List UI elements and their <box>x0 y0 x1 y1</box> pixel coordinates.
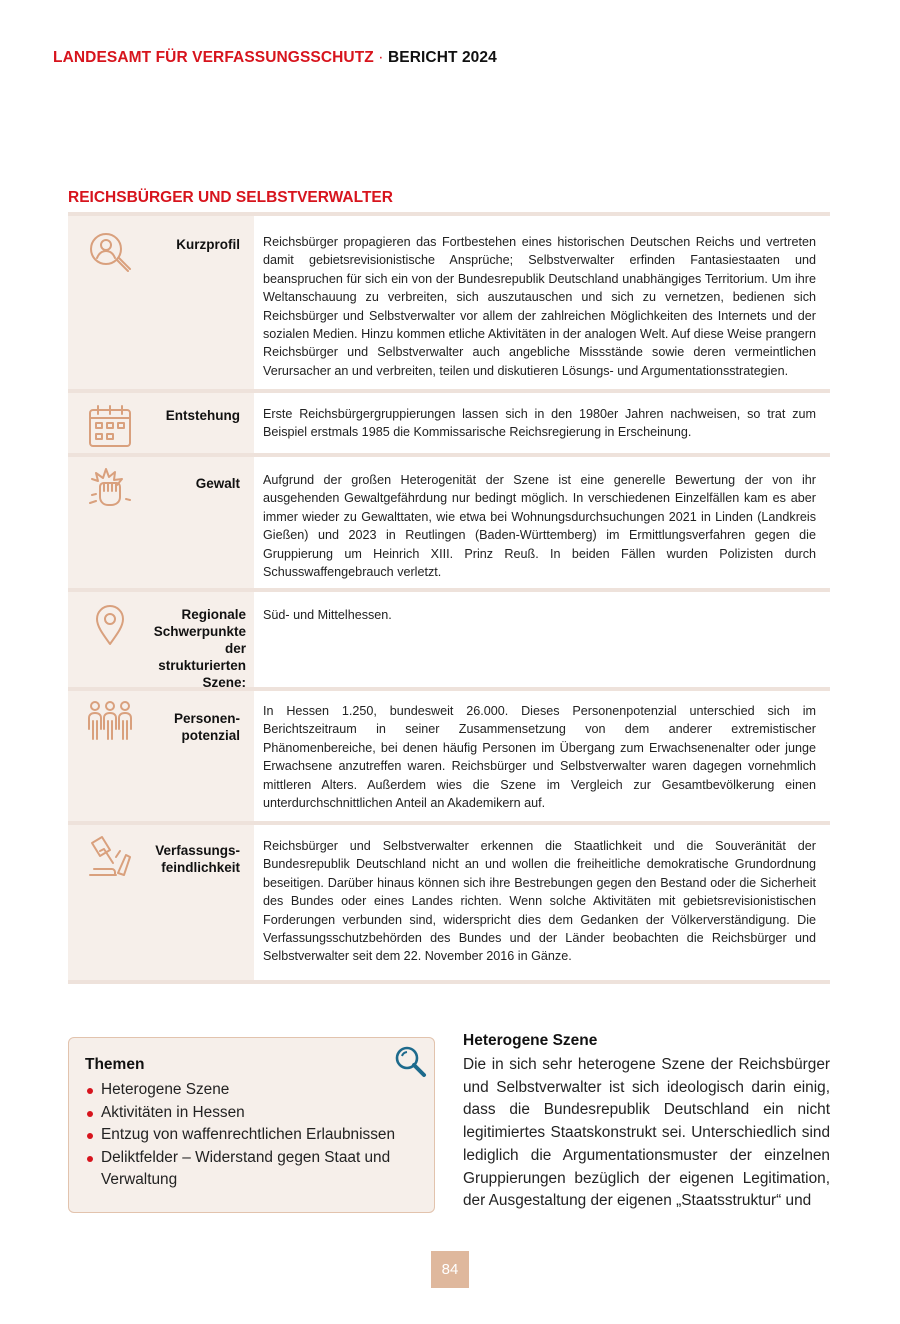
profile-text: In Hessen 1.250, bundesweit 26.000. Dieses Personenpotenzial unterschied sich im Berichtszeitraum in seiner Zusammensetzung von dem anderer extremistischer Phänomenbereiche, bei denen häufig Personen im Übergang zum Erwachsenenalter oder junge Erwachsene anzutreffen waren. Reichsbürger und Selbstverwalter waren dagegen vornehmlich mittleren Alters. Außerdem wies die Szene im Vergleich zur Gesamtbevölkerung einen unterdurchschnittlichen Anteil an Akademikern auf. <box>263 704 816 811</box>
profile-text: Reichsbürger propagieren das Fortbestehen eines historischen Deutschen Reichs und vertreten damit gebietsrevisionistische Ansprüche; Selbstverwalter erfinden Fantasiestaaten und beanspruchen für sich ein von der Bundesrepublik Deutschland unabhängiges Territorium. Um ihre Weltanschauung zu verbreiten, sich auszutauschen und sich zu vernetzen, bedienen sich Reichsbürger und Selbstverwalter vor allem der zahlreichen Möglichkeiten des Internets und der sozialen Medien. Hinzu kommen etliche Aktivitäten in der analogen Welt. Auf diese Weise prangern Reichsbürger und Selbstverwalter auch angebliche Missstände sowie deren vermeintlichen Verursacher an und verbreiten, teilen und diskutieren Lösungs- und Argumentationsstrategien. <box>263 235 816 378</box>
profile-label: Verfassungs-feindlichkeit <box>155 843 240 875</box>
themen-list <box>85 1079 415 1192</box>
profile-label: Kurzprofil <box>176 237 240 252</box>
header-report: BERICHT 2024 <box>387 49 497 66</box>
profile-row-personenpotenzial <box>68 691 830 825</box>
header-separator: · <box>378 49 384 66</box>
profile-label: Entstehung <box>165 408 240 423</box>
profile-row-kurzprofil <box>68 216 830 393</box>
calendar-icon <box>86 402 134 450</box>
profile-row-gewalt <box>68 457 830 592</box>
map-pin-icon <box>86 600 134 648</box>
themen-title: Themen <box>85 1056 145 1073</box>
profile-label-cell <box>68 457 254 588</box>
people-group-icon <box>86 699 134 747</box>
fist-explosion-icon <box>86 465 134 513</box>
running-header <box>53 49 497 67</box>
section-title: REICHSBÜRGER UND SELBSTVERWALTER <box>68 189 393 206</box>
magnifier-person-icon <box>86 230 134 278</box>
profile-label: Regionale Schwerpunkte der strukturierten Szene: <box>153 607 246 690</box>
aside-text: Die in sich sehr heterogene Szene der Reichsbürger und Selbstverwalter ist sich ideologisch darin einig, dass die Bundesrepublik Deutschland ein nicht legitimiertes Staatskonstrukt sei. Unterschiedlich sind lediglich die Argumentationsmuster der einzelnen Gruppierungen bezüglich der eigenen Legitimation, der Ausgestaltung der eigenen „Staatsstruktur“ und <box>463 1056 830 1210</box>
profile-row-verfassungsfeindlichkeit <box>68 825 830 984</box>
gavel-icon <box>86 833 134 881</box>
themen-item[interactable]: Deliktfelder – Widerstand gegen Staat und Verwaltung <box>85 1147 415 1192</box>
profile-label-cell <box>68 592 254 690</box>
profile-text: Erste Reichsbürgergruppierungen lassen sich in den 1980er Jahren nachweisen, so trat zum Beispiel erstmals 1985 die Kommissarische Reichsregierung in Erscheinung. <box>263 407 816 440</box>
header-organization: LANDESAMT FÜR VERFASSUNGSSCHUTZ <box>53 49 374 66</box>
profile-label: Gewalt <box>195 476 240 491</box>
profile-label-cell <box>68 691 254 821</box>
profile-row-regionale-schwerpunkte <box>68 592 830 691</box>
profile-text: Aufgrund der großen Heterogenität der Szene ist eine generelle Bewertung der von ihr ausgehenden Gewaltgefährdung nur bedingt möglich. In verschiedenen Einzelfällen kam es aber immer wieder zu Gewalttaten, wie etwa bei Wohnungsdurchsuchungen 2021 in Linden (Landkreis Gießen) und 2023 in Reutlingen (Baden-Württemberg) im Ermittlungsverfahren gegen die Gruppierung um Heinrich XIII. Prinz Reuß. In beiden Fällen wurden Polizisten durch Schusswaffengebrauch verletzt. <box>263 473 816 580</box>
profile-label-cell <box>68 825 254 980</box>
themen-item[interactable]: Aktivitäten in Hessen <box>85 1102 415 1125</box>
profile-table <box>68 212 830 984</box>
profile-text: Süd- und Mittelhessen. <box>263 608 392 622</box>
profile-label-cell <box>68 216 254 389</box>
profile-row-entstehung <box>68 393 830 457</box>
profile-label: Personen-potenzial <box>173 711 240 743</box>
page-number: 84 <box>431 1251 469 1288</box>
search-icon <box>394 1045 428 1079</box>
themen-item[interactable]: Entzug von waffenrechtlichen Erlaubnissen <box>85 1124 415 1147</box>
themen-box <box>68 1037 435 1213</box>
aside-heading: Heterogene Szene <box>463 1032 598 1049</box>
profile-text: Reichsbürger und Selbstverwalter erkennen die Staatlichkeit und die Souveränität der Bundesrepublik Deutschland nicht an und wollen die freiheitliche demokratische Grundordnung beseitigen. Darüber hinaus können sich ihre Bestrebungen gegen den Bestand oder die Sicherheit des Bundes oder eines Landes richten. Wenn solche Aktivitäten mit gebietsrevisionistischen Forderungen verbunden sind, widerspricht dies dem Gedanken der Völkerverständigung. Die Verfassungsschutzbehörden des Bundes und der Länder beobachten die Reichsbürger und Selbstverwalter seit dem 22. November 2016 in Gänze. <box>263 839 816 964</box>
themen-item[interactable]: Heterogene Szene <box>85 1079 415 1102</box>
profile-label-cell <box>68 393 254 453</box>
